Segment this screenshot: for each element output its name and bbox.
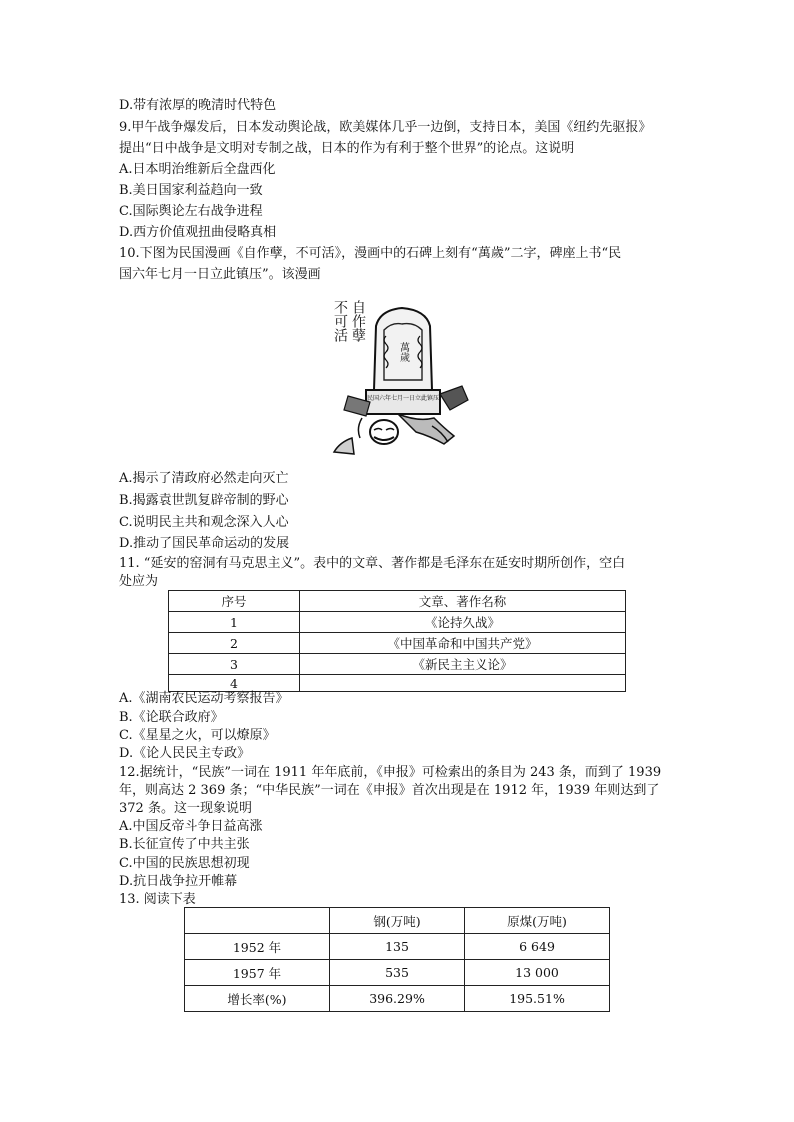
table-row — [169, 612, 626, 633]
table-cell: 1957 年 — [185, 960, 330, 986]
option-9a: A.日本明治维新后全盘西化 — [119, 162, 276, 177]
option-9b: B.美日国家利益趋向一致 — [119, 183, 263, 198]
option-11d: D.《论人民民主专政》 — [119, 746, 251, 761]
question-12-line-3: 372 条。这一现象说明 — [119, 801, 252, 816]
table-cell: 1952 年 — [185, 934, 330, 960]
option-8d: D.带有浓厚的晚清时代特色 — [119, 98, 277, 113]
question-9-line-1: 9.甲午战争爆发后，日本发动舆论战，欧美媒体几乎一边倒，支持日本，美国《纽约先驱报》 — [119, 120, 652, 135]
question-9-line-2: 提出“日中战争是文明对专制之战，日本的作为有利于整个世界”的论点。这说明 — [119, 141, 575, 156]
question-10-line-2: 国六年七月一日立此镇压”。该漫画 — [119, 267, 321, 282]
question-11-line-1: 11. “延安的窑洞有马克思主义”。表中的文章、著作都是毛泽东在延安时期所创作，空白 — [119, 556, 626, 571]
table-row — [169, 675, 626, 692]
table-row — [185, 960, 610, 986]
table-row — [169, 654, 626, 675]
table-cell: 《新民主主义论》 — [300, 654, 626, 675]
question-11-line-2: 处应为 — [119, 574, 159, 589]
table-cell: 6 649 — [465, 934, 610, 960]
table-cell: 135 — [330, 934, 465, 960]
table-header-row — [169, 591, 626, 612]
cartoon-title-left: 不可活 — [332, 300, 348, 342]
stele-base-text: 民国六年七月一日立此镇压 — [366, 395, 440, 402]
table-cell: 13 000 — [465, 960, 610, 986]
table-header-cell: 文章、著作名称 — [300, 591, 626, 612]
table-cell: 4 — [169, 675, 300, 692]
option-10d: D.推动了国民革命运动的发展 — [119, 536, 290, 551]
table-cell: 《中国革命和中国共产党》 — [300, 633, 626, 654]
option-9c: C.国际舆论左右战争进程 — [119, 204, 263, 219]
table-cell: 396.29% — [330, 986, 465, 1012]
table-header-cell: 序号 — [169, 591, 300, 612]
cartoon-image — [322, 286, 472, 462]
option-10c: C.说明民主共和观念深入人心 — [119, 515, 289, 530]
table-row — [185, 986, 610, 1012]
option-12b: B.长征宣传了中共主张 — [119, 837, 250, 852]
stele-base — [366, 390, 440, 414]
table-cell: 1 — [169, 612, 300, 633]
table-header-cell: 原煤(万吨) — [465, 908, 610, 934]
option-9d: D.西方价值观扭曲侵略真相 — [119, 225, 277, 240]
cartoon-title-right: 自作孽 — [350, 300, 366, 342]
works-table — [168, 590, 626, 692]
stele-inscription: 萬歲 — [397, 342, 409, 362]
table-cell: 195.51% — [465, 986, 610, 1012]
option-10a: A.揭示了清政府必然走向灭亡 — [119, 471, 289, 486]
table-cell: 535 — [330, 960, 465, 986]
option-10b: B.揭露袁世凯复辟帝制的野心 — [119, 493, 289, 508]
question-10-line-1: 10.下图为民国漫画《自作孽，不可活》，漫画中的石碑上刻有“萬歲”二字，碑座上书“民 — [119, 246, 622, 261]
option-12d: D.抗日战争拉开帷幕 — [119, 874, 238, 889]
table-row — [185, 934, 610, 960]
option-11c: C.《星星之火，可以燎原》 — [119, 728, 276, 743]
question-13-line-1: 13. 阅读下表 — [119, 892, 196, 907]
table-header-row — [185, 908, 610, 934]
table-cell: 《论持久战》 — [300, 612, 626, 633]
question-12-line-1: 12.据统计，“民族”一词在 1911 年年底前，《申报》可检索出的条目为 243 条，而到了 1939 — [119, 765, 662, 780]
option-11b: B.《论联合政府》 — [119, 710, 224, 725]
production-table — [184, 907, 610, 1012]
table-cell: 2 — [169, 633, 300, 654]
question-12-line-2: 年，则高达 2 369 条；“中华民族”一词在《申报》首次出现是在 1912 年，1939 年则达到了 — [119, 783, 660, 798]
table-row — [169, 633, 626, 654]
option-11a: A.《湖南农民运动考察报告》 — [119, 691, 289, 706]
table-cell-blank — [300, 675, 626, 692]
option-12a: A.中国反帝斗争日益高涨 — [119, 819, 263, 834]
table-cell: 3 — [169, 654, 300, 675]
table-header-cell — [185, 908, 330, 934]
table-cell: 增长率(%) — [185, 986, 330, 1012]
option-12c: C.中国的民族思想初现 — [119, 856, 250, 871]
table-header-cell: 钢(万吨) — [330, 908, 465, 934]
